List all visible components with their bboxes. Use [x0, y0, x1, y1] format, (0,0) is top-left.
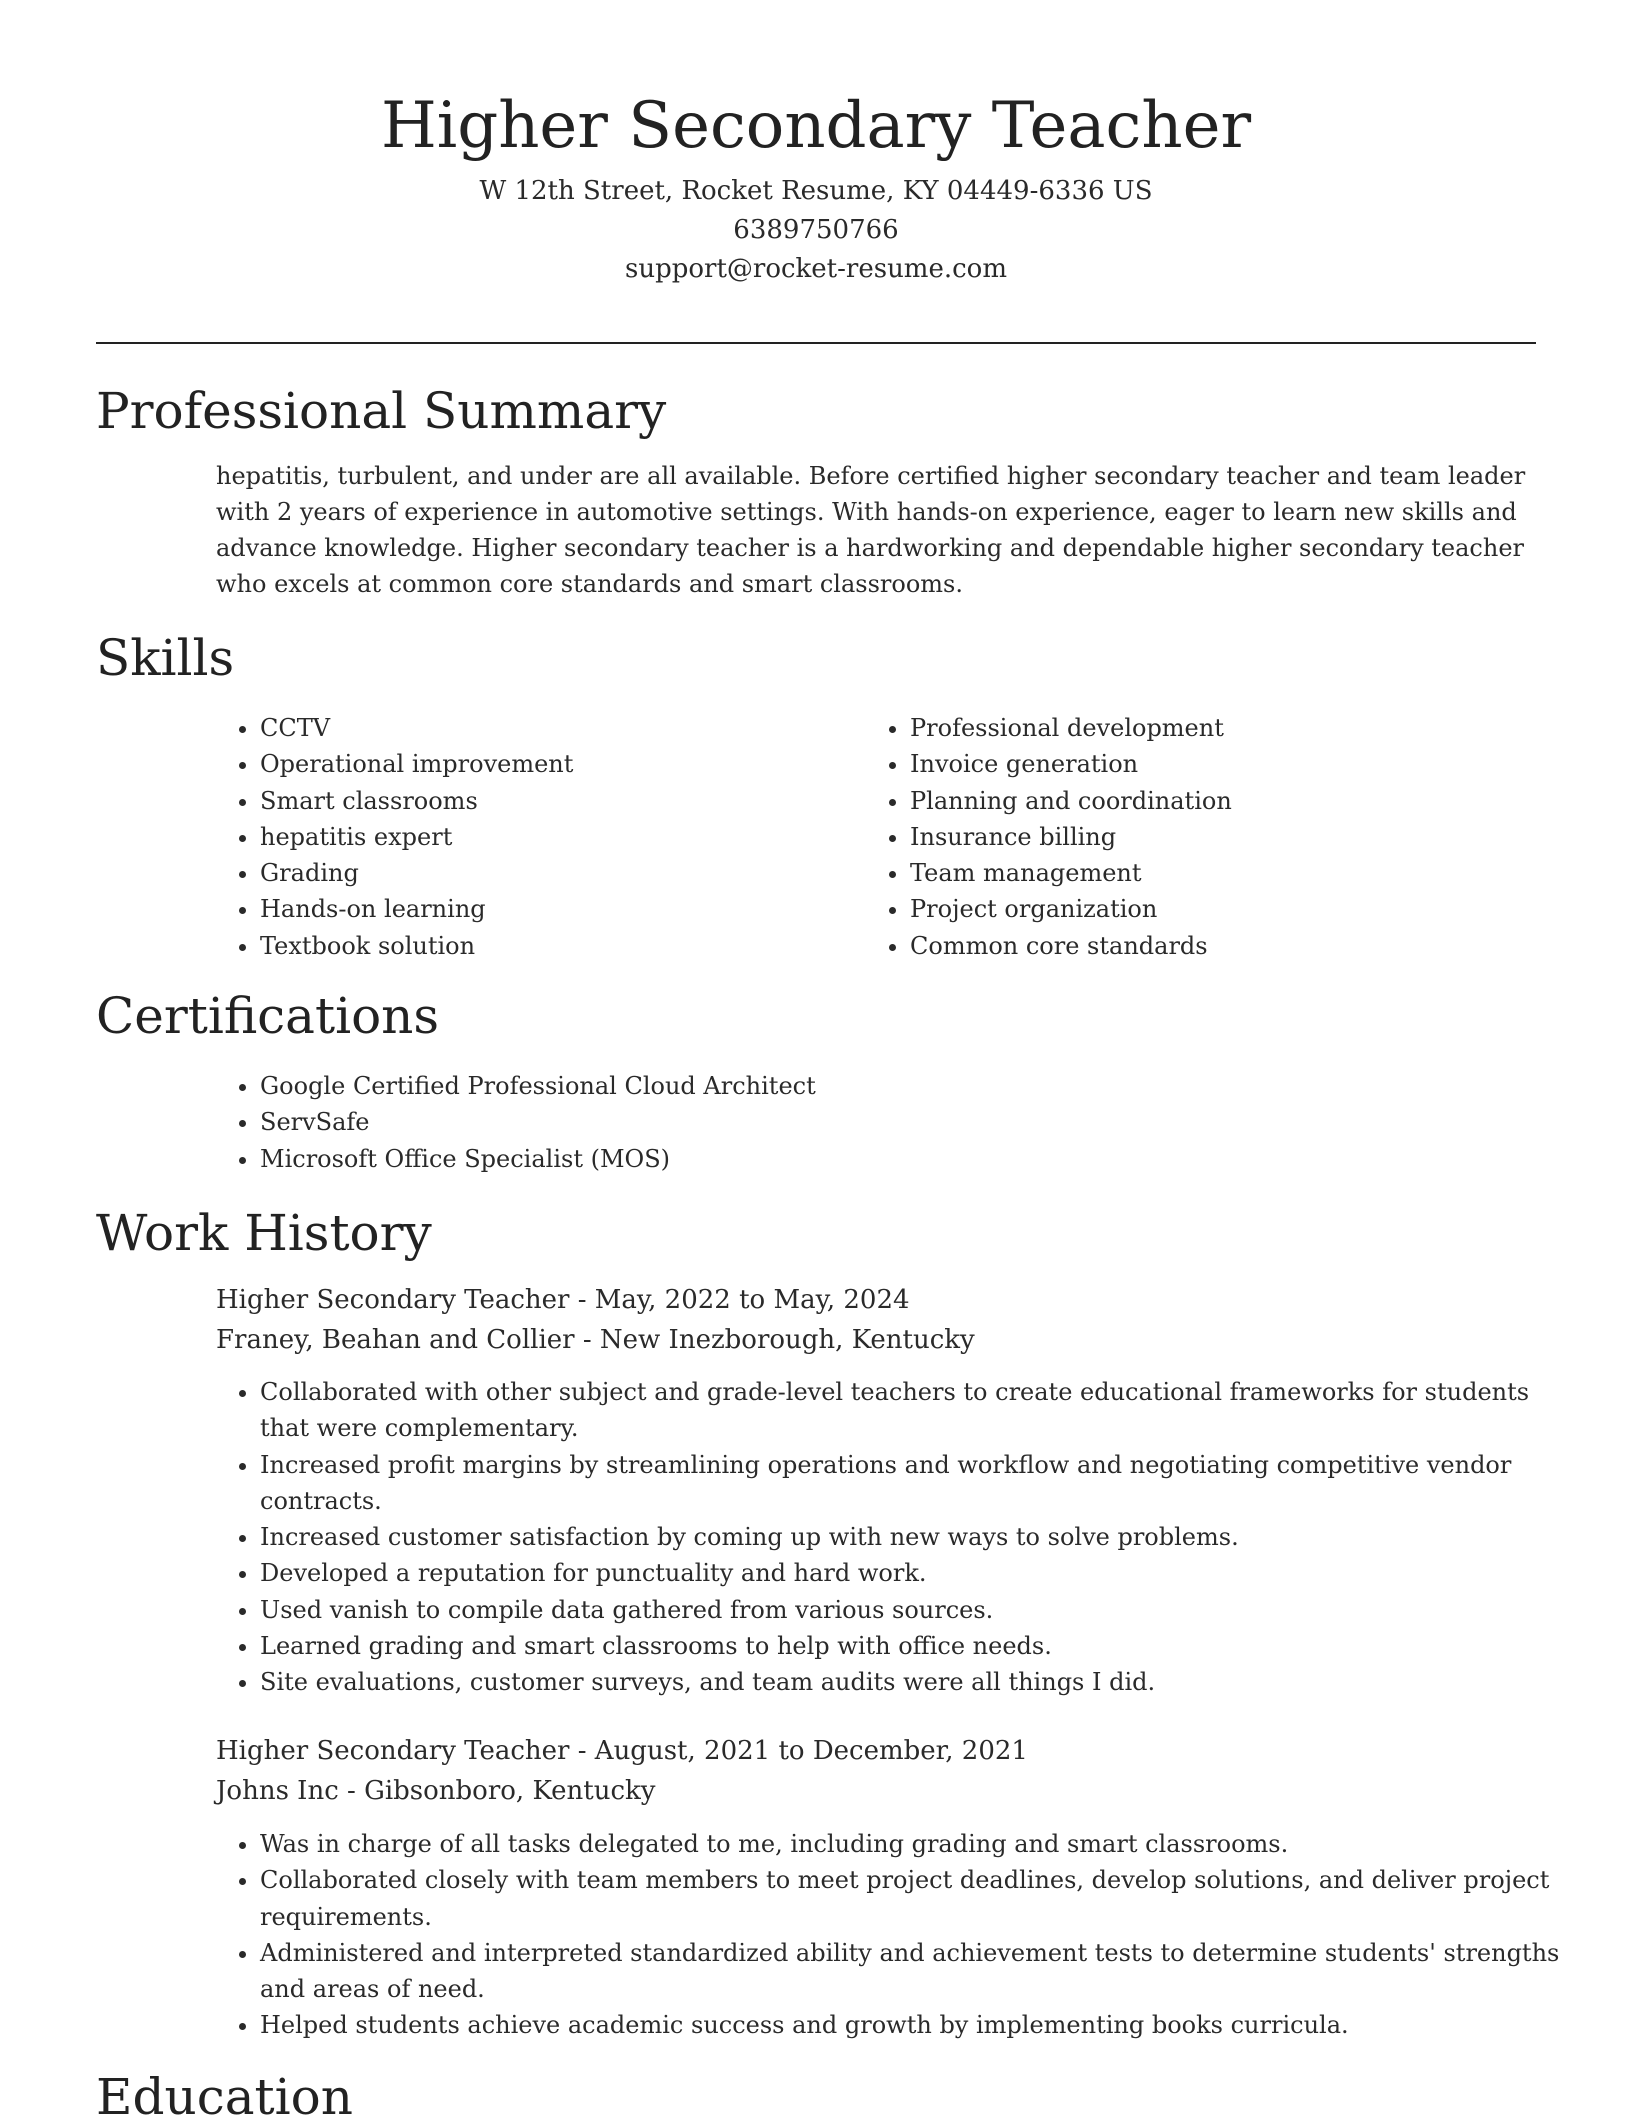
work-history-heading: Work History — [96, 1204, 432, 1262]
job-company-line: Johns Inc - Gibsonboro, Kentucky — [216, 1776, 656, 1806]
skill-item: • Operational improvement — [260, 746, 820, 782]
certifications-list — [216, 1068, 1580, 1177]
job-duty-item: • Collaborated with other subject and grade-level teachers to create educational frameworks for students that were complementary. — [260, 1374, 1550, 1447]
resume-header — [96, 80, 1536, 289]
skill-item: • Planning and coordination — [910, 783, 1530, 819]
phone-line: 6389750766 — [733, 215, 899, 245]
job-duty-item: • Learned grading and smart classrooms to help with office needs. — [260, 1628, 1550, 1664]
job-duty-item: • Collaborated closely with team members to meet project deadlines, develop solutions, and deliver project requirements. — [260, 1862, 1580, 1935]
job-duty-item: • Site evaluations, customer surveys, and team audits were all things I did. — [260, 1664, 1550, 1700]
candidate-name: Higher Secondary Teacher — [380, 89, 1252, 163]
email-line: support@rocket-resume.com — [624, 254, 1007, 284]
job-duty-item: • Developed a reputation for punctuality and hard work. — [260, 1555, 1550, 1591]
summary-text: hepatitis, turbulent, and under are all available. Before certified higher secondary teacher and team leader with 2 years of experience in automotive settings. With hands-on experience, eager to learn new skills and advance knowledge. Higher secondary teacher is a hardworking and dependable higher secondary teacher who excels at common core standards and smart classrooms. — [216, 462, 1526, 598]
skills-list-left — [216, 710, 820, 964]
certification-item: • Microsoft Office Specialist (MOS) — [260, 1141, 1580, 1177]
job-title-line: Higher Secondary Teacher - May, 2022 to May, 2024 — [216, 1285, 910, 1315]
job-duties-list — [216, 1826, 1580, 2044]
skills-heading: Skills — [96, 629, 235, 687]
job-title-line: Higher Secondary Teacher - August, 2021 to December, 2021 — [216, 1736, 1028, 1766]
summary-heading: Professional Summary — [96, 382, 667, 440]
skill-item: • CCTV — [260, 710, 820, 746]
certification-item: • Google Certified Professional Cloud Architect — [260, 1068, 1580, 1104]
skill-item: • Insurance billing — [910, 819, 1530, 855]
job-duty-item: • Increased profit margins by streamlining operations and workflow and negotiating competitive vendor contracts. — [260, 1447, 1550, 1520]
skill-item: • Grading — [260, 855, 820, 891]
education-heading: Education — [96, 2068, 353, 2126]
skill-item: • hepatitis expert — [260, 819, 820, 855]
job-duty-item: • Used vanish to compile data gathered from various sources. — [260, 1592, 1550, 1628]
job-duties-list — [216, 1374, 1550, 1701]
skill-item: • Project organization — [910, 891, 1530, 927]
skills-list-right — [866, 710, 1530, 964]
job-duty-item: • Increased customer satisfaction by coming up with new ways to solve problems. — [260, 1519, 1550, 1555]
certification-item: • ServSafe — [260, 1104, 1580, 1140]
skill-item: • Team management — [910, 855, 1530, 891]
skill-item: • Textbook solution — [260, 928, 820, 964]
skill-item: • Hands-on learning — [260, 891, 820, 927]
skill-item: • Professional development — [910, 710, 1530, 746]
job-duty-item: • Was in charge of all tasks delegated to me, including grading and smart classrooms. — [260, 1826, 1580, 1862]
job-duty-item: • Administered and interpreted standardized ability and achievement tests to determine students' strengths and areas of need. — [260, 1935, 1580, 2008]
header-divider — [96, 342, 1536, 344]
job-company-line: Franey, Beahan and Collier - New Inezborough, Kentucky — [216, 1325, 975, 1355]
job-duty-item: • Helped students achieve academic success and growth by implementing books curricula. — [260, 2007, 1580, 2043]
skill-item: • Common core standards — [910, 928, 1530, 964]
skill-item: • Invoice generation — [910, 746, 1530, 782]
certifications-heading: Certifications — [96, 987, 440, 1045]
address-line: W 12th Street, Rocket Resume, KY 04449-6336 US — [479, 176, 1153, 206]
skill-item: • Smart classrooms — [260, 783, 820, 819]
